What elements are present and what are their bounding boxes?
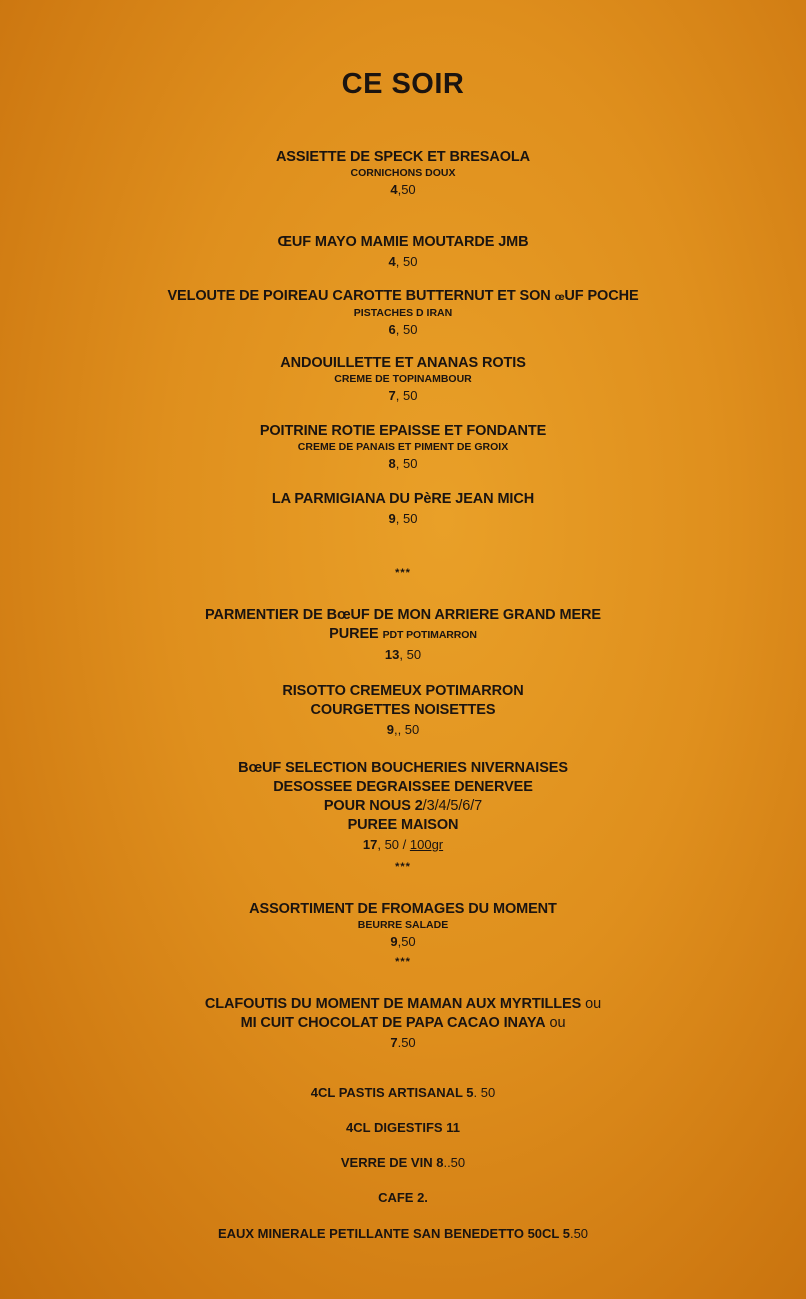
item-name-line2: COURGETTES NOISETTES bbox=[310, 702, 496, 718]
drink-vin: VERRE DE VIN 8..50 bbox=[340, 1155, 466, 1170]
item-price: 4,50 bbox=[390, 182, 416, 197]
item-name-line3: POUR NOUS 2/3/4/5/6/7 bbox=[323, 798, 483, 814]
item-price: 7.50 bbox=[390, 1035, 416, 1050]
item-name: RISOTTO CREMEUX POTIMARRON bbox=[282, 683, 524, 699]
item-price: 9,, 50 bbox=[386, 722, 420, 737]
item-price: 7, 50 bbox=[388, 388, 418, 403]
item-price: 8, 50 bbox=[388, 456, 418, 471]
item-price: 4, 50 bbox=[388, 254, 418, 269]
item-price: 9, 50 bbox=[388, 511, 418, 526]
item-name: ŒUF MAYO MAMIE MOUTARDE JMB bbox=[277, 234, 529, 250]
drink-cafe: CAFE 2. bbox=[378, 1190, 428, 1205]
section-separator: *** bbox=[395, 861, 411, 873]
item-name-line2: PUREE PDT POTIMARRON bbox=[329, 626, 477, 642]
menu-item-boeuf bbox=[0, 759, 806, 853]
item-name: POITRINE ROTIE EPAISSE ET FONDANTE bbox=[259, 423, 547, 439]
item-subtitle: BEURRE SALADE bbox=[357, 919, 449, 931]
menu-item-parmigiana bbox=[0, 490, 806, 527]
item-name-line2: DESOSSEE DEGRAISSEE DENERVEE bbox=[273, 779, 533, 795]
menu-item-veloute bbox=[0, 287, 806, 338]
item-name: LA PARMIGIANA DU PèRE JEAN MICH bbox=[271, 491, 535, 507]
item-price: 6, 50 bbox=[388, 322, 418, 337]
item-price: 13, 50 bbox=[384, 647, 422, 662]
section-separator: *** bbox=[395, 567, 411, 579]
item-price: 9,50 bbox=[390, 934, 416, 949]
section-separator: *** bbox=[395, 956, 411, 968]
drink-digestifs: 4CL DIGESTIFS 11 bbox=[346, 1120, 460, 1135]
item-price: 17, 50 / 100gr bbox=[362, 837, 444, 852]
item-subtitle: PISTACHES D IRAN bbox=[353, 307, 453, 319]
item-subtitle: CREME DE PANAIS ET PIMENT DE GROIX bbox=[297, 441, 509, 453]
item-subtitle: CORNICHONS DOUX bbox=[350, 167, 456, 179]
menu-item-andouillette bbox=[0, 354, 806, 404]
item-name-line4: PUREE MAISON bbox=[347, 817, 459, 833]
item-name: ASSORTIMENT DE FROMAGES DU MOMENT bbox=[249, 901, 557, 917]
menu-item-dessert bbox=[0, 995, 806, 1051]
item-name: VELOUTE DE POIREAU CAROTTE BUTTERNUT ET SON œUF POCHE bbox=[167, 288, 639, 304]
menu-item-poitrine bbox=[0, 422, 806, 472]
drink-pastis: 4CL PASTIS ARTISANAL 5. 50 bbox=[310, 1085, 496, 1100]
item-name: CLAFOUTIS DU MOMENT DE MAMAN AUX MYRTILLES ou bbox=[204, 996, 602, 1012]
item-name: ANDOUILLETTE ET ANANAS ROTIS bbox=[280, 355, 526, 371]
menu-item-oeuf-mayo bbox=[0, 233, 806, 270]
item-name: BœUF SELECTION BOUCHERIES NIVERNAISES bbox=[238, 760, 568, 776]
menu-item-cheese bbox=[0, 900, 806, 950]
menu-item-speck bbox=[0, 148, 806, 198]
item-name-line2: MI CUIT CHOCOLAT DE PAPA CACAO INAYA ou bbox=[240, 1015, 566, 1031]
menu-item-parmentier bbox=[0, 606, 806, 663]
item-subtitle: CREME DE TOPINAMBOUR bbox=[334, 373, 472, 385]
item-name: PARMENTIER DE BœUF DE MON ARRIERE GRAND MERE bbox=[205, 607, 601, 623]
menu-item-risotto bbox=[0, 682, 806, 738]
item-name: ASSIETTE DE SPECK ET BRESAOLA bbox=[275, 149, 531, 165]
drink-eau: EAUX MINERALE PETILLANTE SAN BENEDETTO 50CL 5.50 bbox=[217, 1226, 589, 1241]
menu-title: CE SOIR bbox=[341, 68, 465, 100]
